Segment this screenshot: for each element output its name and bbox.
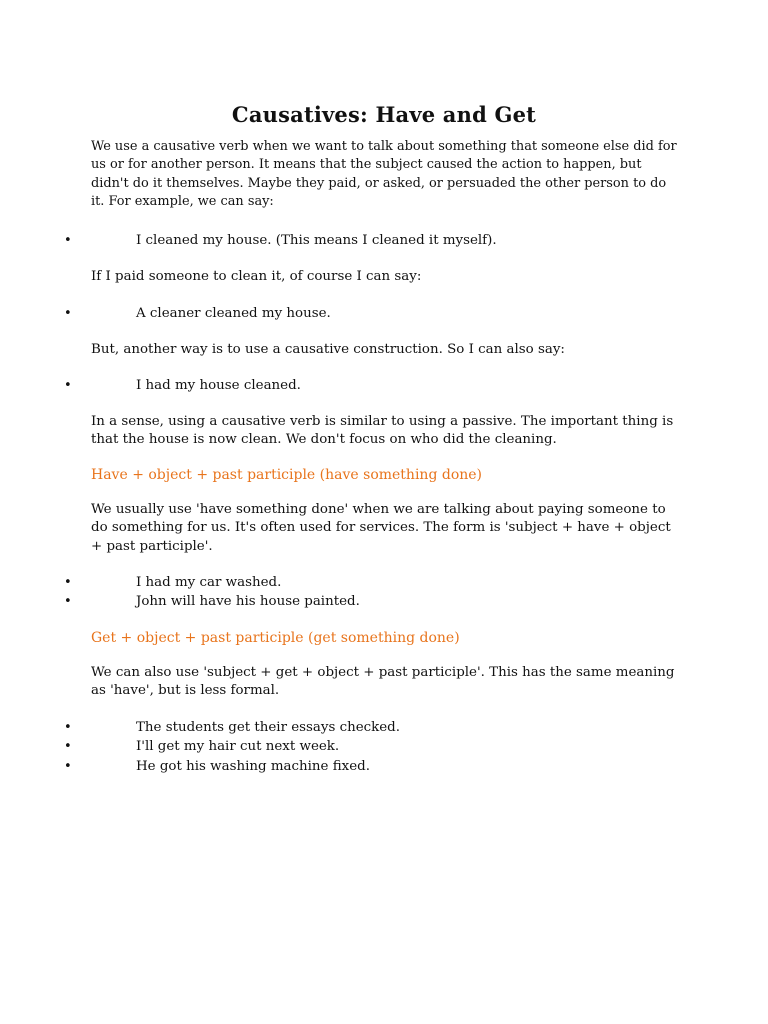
bullet-icon: • <box>64 594 72 609</box>
section-heading-have: Have + object + past participle (have something done) <box>91 467 483 483</box>
paragraph: If I paid someone to clean it, of course I can say: <box>91 269 422 284</box>
example-sentence: I'll get my hair cut next week. <box>136 739 340 754</box>
bullet-icon: • <box>64 720 72 735</box>
intro-paragraph: We use a causative verb when we want to talk about something that someone else did for us or for another person. It means that the subject caused the action to happen, but didn't do it themselves. Maybe they paid, or asked, or persuaded the other person to do it. For example, we can say: <box>91 139 677 209</box>
section-heading-get: Get + object + past participle (get something done) <box>91 630 460 646</box>
paragraph: We usually use 'have something done' when we are talking about paying someone to do something for us. It's often used for services. The form is 'subject + have + object + past participle'. <box>91 502 671 554</box>
paragraph: But, another way is to use a causative construction. So I can also say: <box>91 342 565 357</box>
paragraph: We can also use 'subject + get + object + past participle'. This has the same meaning as 'have', but is less formal. <box>91 665 675 699</box>
list-item <box>0 305 768 324</box>
example-sentence: The students get their essays checked. <box>136 720 401 735</box>
bullet-icon: • <box>64 233 72 248</box>
list-item <box>0 758 768 777</box>
bullet-icon: • <box>64 575 72 590</box>
list-item <box>0 738 768 757</box>
list-item <box>0 377 768 396</box>
list-item <box>0 574 768 593</box>
paragraph: In a sense, using a causative verb is similar to using a passive. The important thing is that the house is now clean. We don't focus on who did the cleaning. <box>91 414 674 448</box>
bullet-icon: • <box>64 306 72 321</box>
page-title: Causatives: Have and Get <box>231 102 537 127</box>
list-item <box>0 719 768 738</box>
bullet-icon: • <box>64 759 72 774</box>
example-sentence: He got his washing machine fixed. <box>136 759 370 774</box>
bullet-icon: • <box>64 378 72 393</box>
example-sentence: A cleaner cleaned my house. <box>136 306 331 321</box>
list-item <box>0 232 768 251</box>
example-sentence: I had my house cleaned. <box>136 378 301 393</box>
example-sentence: I cleaned my house. (This means I cleaned it myself). <box>136 233 497 248</box>
example-sentence: I had my car washed. <box>136 575 282 590</box>
bullet-icon: • <box>64 739 72 754</box>
list-item <box>0 593 768 612</box>
example-sentence: John will have his house painted. <box>136 594 360 609</box>
